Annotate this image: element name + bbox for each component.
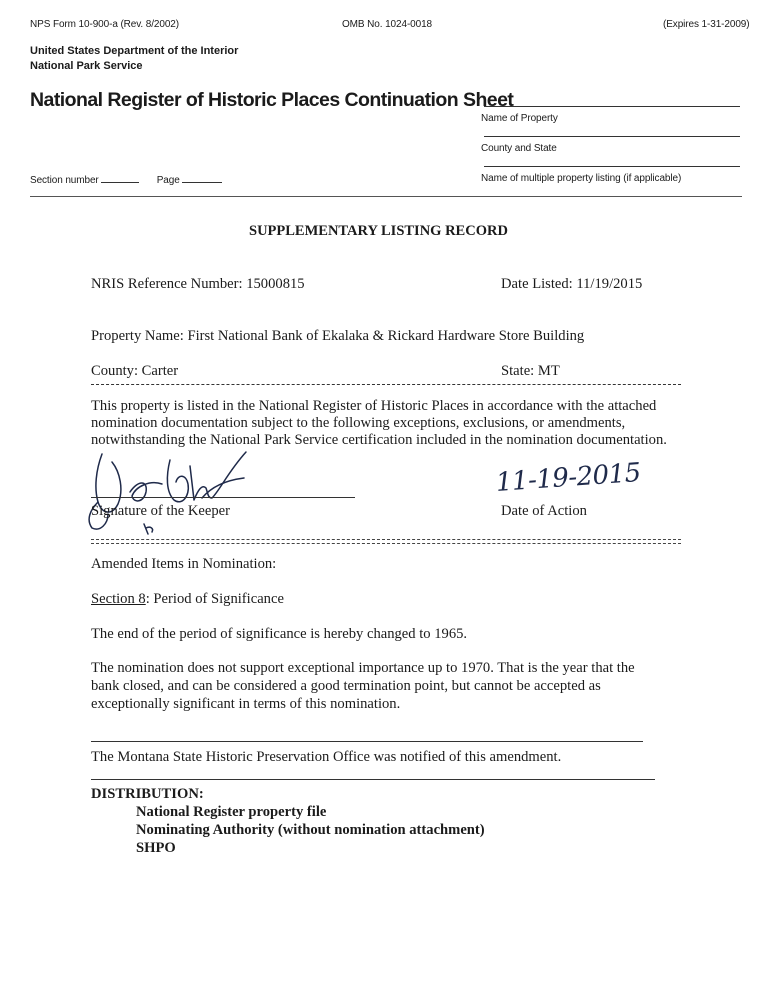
double-divider-bottom <box>91 543 681 544</box>
nris-reference: NRIS Reference Number: 15000815 <box>91 276 305 292</box>
notice-bottom-line <box>91 779 655 780</box>
name-of-property-line <box>484 106 740 107</box>
signature-stroke-5 <box>190 452 246 500</box>
department-name: United States Department of the Interior <box>30 45 239 57</box>
state: State: MT <box>501 363 560 379</box>
county-state-label: County and State <box>481 143 557 154</box>
statement-line-3: notwithstanding the National Park Service certification included in the nomination documentation. <box>91 432 667 448</box>
distribution-heading: DISTRIBUTION: <box>91 786 204 802</box>
handwritten-action-date: 11-19-2015 <box>494 457 642 498</box>
distribution-item-nominating-authority: Nominating Authority (without nomination attachment) <box>136 822 485 838</box>
county: County: Carter <box>91 363 179 379</box>
page-label: Page <box>156 175 180 186</box>
keeper-signature <box>78 440 278 540</box>
section-number-field <box>30 173 222 186</box>
section-number-blank <box>101 173 139 183</box>
statement-line-2: nomination documentation subject to the following exceptions, exclusions, or amendments, <box>91 415 626 431</box>
record-heading: SUPPLEMENTARY LISTING RECORD <box>249 223 508 239</box>
amendment-paragraph-2-line-2: bank closed, and can be considered a good termination point, but cannot be accepted as <box>91 678 601 694</box>
double-divider-top <box>91 539 681 540</box>
signature-label: Signature of the Keeper <box>91 503 230 519</box>
amendment-paragraph-2-line-1: The nomination does not support exceptional importance up to 1970. That is the year that the <box>91 660 635 676</box>
dashed-divider <box>91 384 681 385</box>
notice-top-line <box>91 741 643 742</box>
section-8-link: Section 8 <box>91 591 146 607</box>
multiple-listing-line <box>484 166 740 167</box>
date-of-action-label: Date of Action <box>501 503 587 519</box>
shpo-notice: The Montana State Historic Preservation Office was notified of this amendment. <box>91 749 562 765</box>
omb-number: OMB No. 1024-0018 <box>342 19 433 30</box>
section-number-label: Section number <box>30 175 99 186</box>
amendment-paragraph-2-line-3: exceptionally significant in terms of this nomination. <box>91 696 401 712</box>
signature-line <box>91 497 355 498</box>
date-listed: Date Listed: 11/19/2015 <box>501 276 643 292</box>
multiple-listing-label: Name of multiple property listing (if applicable) <box>481 173 682 184</box>
distribution-item-property-file: National Register property file <box>136 804 327 820</box>
amendment-paragraph-1: The end of the period of significance is hereby changed to 1965. <box>91 626 468 642</box>
expiration-date: (Expires 1-31-2009) <box>663 19 750 30</box>
distribution-item-shpo: SHPO <box>136 840 176 856</box>
county-state-line <box>484 136 740 137</box>
form-title: National Register of Historic Places Continuation Sheet <box>30 89 514 111</box>
amended-items-heading: Amended Items in Nomination: <box>91 556 277 572</box>
signature-stroke-4 <box>167 460 188 502</box>
name-of-property-label: Name of Property <box>481 113 558 124</box>
section-8-title: : Period of Significance <box>145 591 284 607</box>
statement-line-1: This property is listed in the National Register of Historic Places in accordance with the attached <box>91 398 657 414</box>
form-number: NPS Form 10-900-a (Rev. 8/2002) <box>30 19 179 30</box>
header-divider <box>30 196 742 197</box>
page-blank <box>182 173 222 183</box>
signature-stroke-3 <box>130 483 162 501</box>
section-line <box>91 590 284 608</box>
property-name: Property Name: First National Bank of Ekalaka & Rickard Hardware Store Building <box>91 328 585 344</box>
agency-name: National Park Service <box>30 60 143 72</box>
signature-initials <box>144 524 153 534</box>
